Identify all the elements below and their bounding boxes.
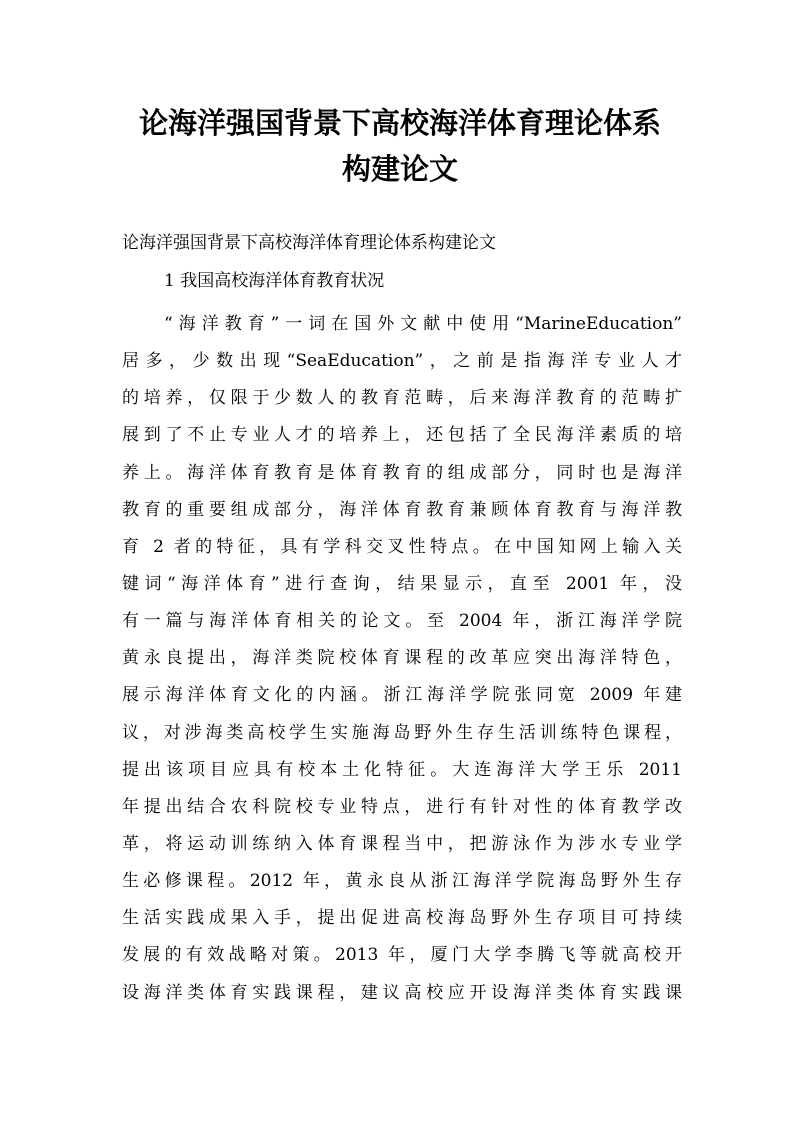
body-line: 有一篇与海洋体育相关的论文。至 2004 年，浙江海洋学院 — [122, 611, 682, 632]
body-line: “海洋教育”一词在国外文献中使用“MarineEducation” — [164, 314, 682, 334]
body-line: 发展的有效战略对策。2013 年，厦门大学李腾飞等就高校开 — [122, 945, 682, 966]
body-paragraph — [122, 306, 682, 1012]
body-line: 提出该项目应具有校本土化特征。大连海洋大学王乐 2011 — [122, 759, 682, 780]
body-line: 年提出结合农科院校专业特点，进行有针对性的体育教学改 — [122, 796, 682, 817]
body-line: 革，将运动训练纳入体育课程当中，把游泳作为涉水专业学 — [122, 833, 682, 854]
body-line: 养上。海洋体育教育是体育教育的组成部分，同时也是海洋 — [122, 462, 682, 483]
body-line: 设海洋类体育实践课程，建议高校应开设海洋类体育实践课 — [122, 982, 682, 1003]
body-line: 生必修课程。2012 年，黄永良从浙江海洋学院海岛野外生存 — [122, 871, 682, 892]
body-line: 育 2 者的特征，具有学科交叉性特点。在中国知网上输入关 — [122, 536, 682, 557]
document-title-line-1: 论海洋强国背景下高校海洋体育理论体系 — [138, 106, 661, 140]
document-subtitle: 论海洋强国背景下高校海洋体育理论体系构建论文 — [122, 233, 496, 253]
section-heading: 1 我国高校海洋体育教育状况 — [164, 271, 385, 291]
body-line: 生活实践成果入手，提出促进高校海岛野外生存项目可持续 — [122, 908, 682, 929]
body-line: 教育的重要组成部分，海洋体育教育兼顾体育教育与海洋教 — [122, 499, 682, 520]
body-line: 议，对涉海类高校学生实施海岛野外生存生活训练特色课程， — [122, 722, 682, 743]
body-line: 的培养，仅限于少数人的教育范畴，后来海洋教育的范畴扩 — [122, 388, 682, 409]
body-line: 黄永良提出，海洋类院校体育课程的改革应突出海洋特色， — [122, 648, 682, 669]
document-title-line-2: 构建论文 — [341, 152, 458, 186]
body-line: 展示海洋体育文化的内涵。浙江海洋学院张同宽 2009 年建 — [122, 685, 682, 706]
body-line: 键词“海洋体育”进行查询，结果显示，直至 2001 年，没 — [122, 573, 682, 594]
body-line: 展到了不止专业人才的培养上，还包括了全民海洋素质的培 — [122, 425, 682, 446]
body-line: 居多，少数出现“SeaEducation”，之前是指海洋专业人才 — [122, 351, 682, 372]
